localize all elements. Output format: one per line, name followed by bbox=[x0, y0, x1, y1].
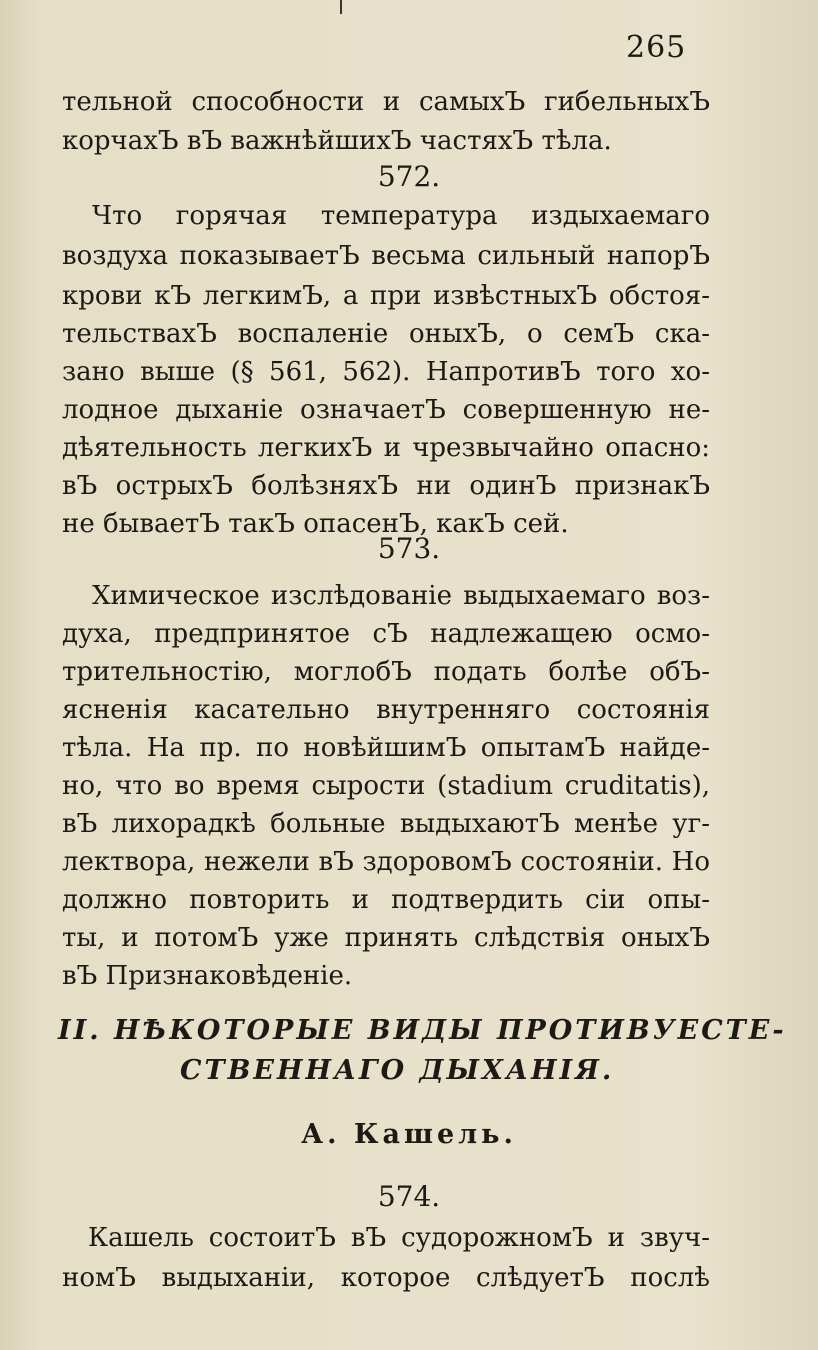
text-line: но, что во время сырости (stadium cruditatis), bbox=[62, 771, 710, 801]
text-line: вЪ острыхЪ болѣзняхЪ ни одинЪ признакЪ bbox=[62, 471, 710, 501]
text-line: тѣла. На пр. по новѣйшимЪ опытамЪ найде- bbox=[62, 733, 710, 763]
text-line: воздуха показываетЪ весьма сильный напорЪ bbox=[62, 241, 710, 271]
text-line: тельствахЪ воспаленіе оныхЪ, о семЪ ска- bbox=[62, 319, 710, 349]
text-line: ты, и потомЪ уже принять слѣдствія оныхЪ bbox=[62, 923, 710, 953]
text-line: не бываетЪ такЪ опасенЪ, какЪ сей. bbox=[62, 509, 569, 539]
text-line: зано выше (§ 561, 562). НапротивЪ того хо- bbox=[62, 357, 710, 387]
text-line: корчахЪ вЪ важнѣйшихЪ частяхЪ тѣла. bbox=[62, 126, 612, 156]
section-number: 574. bbox=[377, 1180, 441, 1213]
text-line: вЪ лихорадкѣ больные выдыхаютЪ менѣе уг- bbox=[62, 809, 710, 839]
subheading: А. Кашель. bbox=[301, 1119, 517, 1150]
text-line: номЪ выдыханіи, которое слѣдуетЪ послѣ bbox=[62, 1263, 710, 1293]
page-mark bbox=[340, 0, 342, 14]
text-line: должно повторить и подтвердить сіи опы- bbox=[62, 885, 710, 915]
text-line: лектвора, нежели вЪ здоровомЪ состояніи. Но bbox=[62, 847, 710, 877]
page-number: 265 bbox=[626, 30, 687, 65]
section-number: 573. bbox=[377, 532, 441, 565]
text-line: Кашель состоитЪ вЪ судорожномЪ и звуч- bbox=[88, 1223, 710, 1253]
text-line: лодное дыханіе означаетЪ совершенную не- bbox=[62, 395, 710, 425]
text-line: ясненія касательно внутренняго состоянія bbox=[62, 695, 710, 725]
chapter-heading: II. НѢКОТОРЫЕ ВИДЫ ПРОТИВУЕСТЕ- bbox=[58, 1015, 787, 1046]
text-line: трительностію, моглобЪ подать болѣе обЪ- bbox=[62, 657, 710, 687]
text-line: крови кЪ легкимЪ, а при извѣстныхЪ обстоя- bbox=[62, 281, 710, 311]
section-number: 572. bbox=[377, 160, 441, 193]
text-line: дѣятельность легкихЪ и чрезвычайно опасно: bbox=[62, 433, 710, 463]
chapter-heading: СТВЕННАГО ДЫХАНІЯ. bbox=[180, 1055, 615, 1086]
text-line: тельной способности и самыхЪ гибельныхЪ bbox=[62, 87, 710, 117]
text-line: вЪ Признаковѣденіе. bbox=[62, 961, 353, 991]
text-line: Химическое изслѣдованіе выдыхаемаго воз- bbox=[92, 581, 710, 611]
text-line: духа, предпринятое сЪ надлежащею осмо- bbox=[62, 619, 710, 649]
text-line: Что горячая температура издыхаемаго bbox=[92, 201, 710, 231]
